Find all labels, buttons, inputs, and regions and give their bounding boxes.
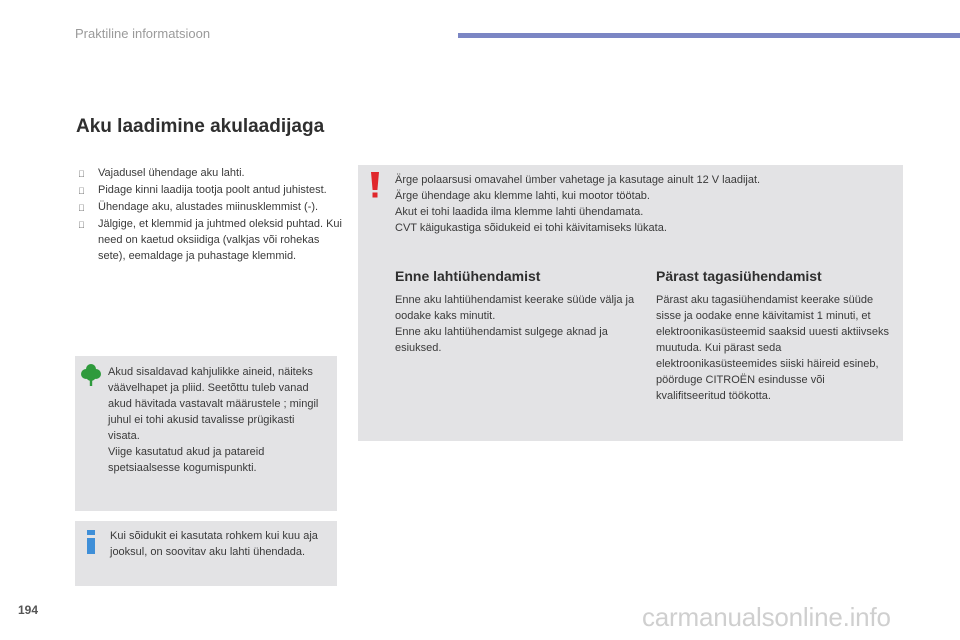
list-item (78, 199, 342, 216)
list-item (78, 216, 342, 264)
warning-text (395, 172, 895, 236)
environment-note-box (75, 356, 337, 511)
list-item (78, 165, 342, 182)
note-line: Viige kasutatud akud ja patareid spetsiaalsesse kogumispunkti. (108, 446, 265, 474)
list-item (78, 182, 342, 199)
warning-line: Ärge polaarsusi omavahel ümber vahetage ja kasutage ainult 12 V laadijat. (395, 174, 761, 186)
watermark-text: carmanualsonline.info (642, 602, 891, 632)
note-line: Akud sisaldavad kahjulikke aineid, näiteks väävelhapet ja pliid. Seetõttu tuleb vanad akud hävitada vastavalt määrustele ; mingil juhul ei tohi akusid tavalisse prügikasti visata. (108, 366, 319, 442)
warning-line: CVT käigukastiga sõidukeid ei tohi käivitamiseks lükata. (395, 222, 667, 234)
before-line: Enne aku lahtiühendamist sulgege aknad ja esiuksed. (395, 326, 608, 354)
info-note-text: Kui sõidukit ei kasutata rohkem kui kuu aja jooksul, on soovitav aku lahti ühendada. (110, 530, 318, 558)
warning-line: Akut ei tohi laadida ilma klemme lahti ühendamata. (395, 206, 644, 218)
step-text: Vajadusel ühendage aku lahti. (98, 167, 245, 179)
environment-note-text (108, 364, 328, 476)
info-note-box (75, 521, 337, 586)
steps-list (78, 165, 342, 264)
before-disconnect-text (395, 292, 635, 356)
warning-line: Ärge ühendage aku klemme lahti, kui mootor töötab. (395, 190, 650, 202)
bullet-marker (78, 182, 98, 199)
bullet-marker (78, 165, 98, 182)
page-title: Aku laadimine akulaadijaga (76, 116, 325, 137)
bullet-marker (78, 199, 98, 216)
after-reconnect-title: Pärast tagasiühendamist (656, 268, 822, 284)
bullet-marker (78, 216, 98, 264)
step-text: Pidage kinni laadija tootja poolt antud juhistest. (98, 183, 327, 195)
step-text: Ühendage aku, alustades miinusklemmist (-). (98, 199, 319, 211)
after-reconnect-text (656, 292, 896, 404)
leaf-icon (81, 363, 101, 387)
section-header: Praktiline informatsioon (75, 26, 211, 41)
before-disconnect-title: Enne lahtiühendamist (395, 268, 541, 284)
before-line: Enne aku lahtiühendamist keerake süüde välja ja oodake kaks minutit. (395, 294, 635, 322)
header-accent-bar (458, 33, 960, 38)
exclamation-icon (370, 172, 380, 198)
after-line: Pärast aku tagasiühendamist keerake süüde sisse ja oodake enne käivitamist 1 minuti, et elektroonikasüsteemid saaksid uuesti aktiivseks muutuda. Kui pärast seda elektroonikasüsteemides siiski häireid esineb, pöörduge CITROËN esindusse või kvalifitseeritud töökotta. (656, 294, 889, 402)
step-text: Jälgige, et klemmid ja juhtmed oleksid puhtad. Kui need on kaetud oksiidiga (valkjas või rohekas sete), eemaldage ja puhastage klemmid. (98, 215, 342, 259)
info-icon (85, 530, 97, 554)
page-number: 194 (18, 603, 39, 617)
warning-box (358, 165, 903, 441)
